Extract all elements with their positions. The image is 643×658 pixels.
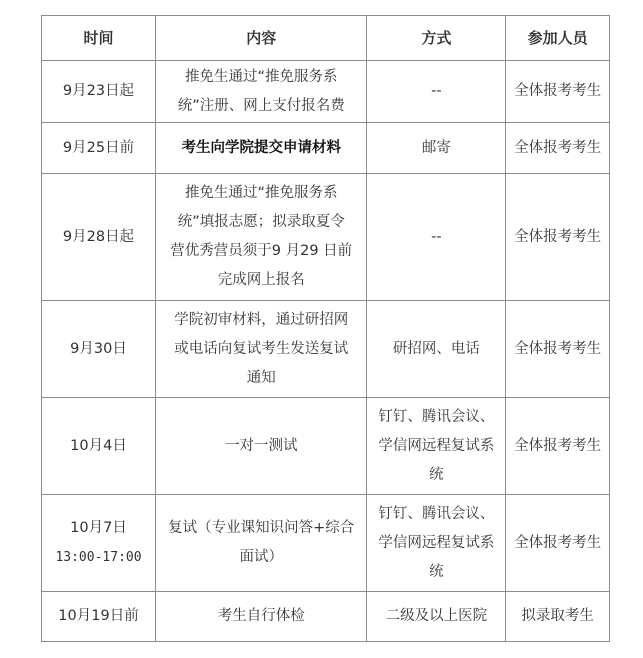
- participants-cell: 全体报考考生: [506, 301, 610, 398]
- time-line: 10月7日: [70, 520, 127, 536]
- content-line: 统”填报志愿；拟录取夏令: [177, 214, 345, 230]
- header-content: 内容: [156, 16, 367, 61]
- participants-cell: 全体报考考生: [506, 495, 610, 592]
- header-method: 方式: [367, 16, 506, 61]
- method-cell: --: [367, 61, 506, 123]
- table-row: [42, 592, 610, 642]
- method-cell: 二级及以上医院: [367, 592, 506, 642]
- content-line: 面试）: [239, 549, 283, 565]
- table-row: [42, 301, 610, 398]
- content-line: 学院初审材料，通过研招网: [174, 311, 349, 328]
- participants-cell: 全体报考考生: [506, 61, 610, 123]
- table-row: [42, 61, 610, 123]
- content-line: 完成网上报名: [217, 272, 305, 288]
- time-range: 13:00-17:00: [55, 550, 142, 565]
- method-line: 学信网远程复试系: [378, 437, 495, 454]
- participants-cell: 拟录取考生: [506, 592, 610, 642]
- method-cell: 研招网、电话: [367, 301, 506, 398]
- content-cell: 考生自行体检: [156, 592, 367, 642]
- content-line: 复试（专业课知识问答+综合: [168, 520, 355, 536]
- method-line: 钉钉、腾讯会议、: [378, 505, 495, 522]
- method-cell: --: [367, 174, 506, 301]
- method-cell: 邮寄: [367, 123, 506, 174]
- time-cell: 9月25日前: [42, 123, 156, 174]
- schedule-table: [41, 15, 610, 642]
- method-line: 统: [429, 466, 444, 483]
- time-cell: 9月30日: [42, 301, 156, 398]
- method-cell: [367, 495, 506, 592]
- time-cell: 10月4日: [42, 398, 156, 495]
- method-line: 统: [429, 563, 444, 580]
- participants-cell: 全体报考考生: [506, 174, 610, 301]
- header-row: [42, 16, 610, 61]
- method-line: 钉钉、腾讯会议、: [378, 408, 495, 425]
- content-line: 通知: [246, 369, 276, 386]
- table-row: [42, 123, 610, 174]
- participants-cell: 全体报考考生: [506, 398, 610, 495]
- time-cell: 10月19日前: [42, 592, 156, 642]
- header-time: 时间: [42, 16, 156, 61]
- content-line: 统”注册、网上支付报名费: [177, 97, 345, 114]
- method-cell: [367, 398, 506, 495]
- table-row: [42, 398, 610, 495]
- content-cell: [156, 61, 367, 123]
- content-line: 或电话向复试考生发送复试: [174, 340, 349, 357]
- table-row: [42, 174, 610, 301]
- participants-cell: 全体报考考生: [506, 123, 610, 174]
- content-line: 推免生通过“推免服务系: [184, 68, 338, 85]
- header-participants: 参加人员: [506, 16, 610, 61]
- time-cell: 9月23日起: [42, 61, 156, 123]
- table-row: [42, 495, 610, 592]
- time-cell: [42, 495, 156, 592]
- content-cell: [156, 495, 367, 592]
- content-cell: [156, 174, 367, 301]
- time-cell: 9月28日起: [42, 174, 156, 301]
- method-line: 学信网远程复试系: [378, 534, 495, 551]
- content-line: 营优秀营员须于9 月29 日前: [170, 243, 353, 259]
- content-cell: [156, 301, 367, 398]
- content-cell: 考生向学院提交申请材料: [156, 123, 367, 174]
- content-line: 推免生通过“推免服务系: [184, 185, 338, 201]
- content-cell: 一对一测试: [156, 398, 367, 495]
